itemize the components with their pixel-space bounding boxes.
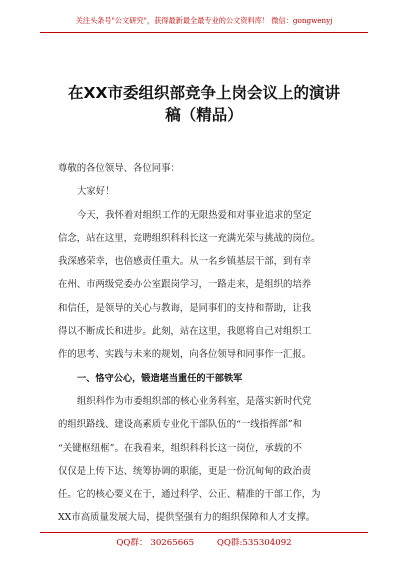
paragraph-line: 的组织路线、建设高素质专业化干部队伍的“一线指挥部”和	[58, 419, 302, 431]
paragraph-line: 今天，我怀着对组织工作的无限热爱和对事业追求的坚定	[77, 209, 312, 221]
paragraph-line: 作的思考、实践与未来的规划，向各位领导和同事作一汇报。	[58, 349, 312, 361]
section-heading: 一、恪守公心，锻造堪当重任的干部铁军	[77, 372, 243, 384]
paragraph-line: 得以不断成长和进步。此刻，站在这里，我愿将自己对组织工	[58, 326, 312, 338]
title-line-2: 稿（精品）	[165, 106, 243, 124]
paragraph-line: 信念，站在这里，竞聘组织科科长这一充满光荣与挑战的岗位。	[58, 232, 321, 244]
paragraph-line: 在州、市两级党委办公室跟岗学习，一路走来，是组织的培养	[58, 279, 312, 291]
header-banner: 关注头条号"公文研究"，获得最新最全最专业的公文资料库！ 微信：gongwenyj	[75, 16, 333, 25]
title-line-1: 在XX市委组织部竞争上岗会议上的演讲	[68, 84, 340, 102]
paragraph-line: XX市高质量发展大局，提供坚强有力的组织保障和人才支撑。	[58, 512, 316, 524]
footer	[0, 536, 408, 548]
paragraph-line: 任。它的核心要义在于，通过科学、公正、精准的干部工作，为	[58, 489, 321, 501]
greeting: 大家好！	[77, 186, 115, 198]
footer-qq-group-1: QQ群： 30265665	[116, 538, 195, 548]
paragraph-line: 仅仅是上传下达、统筹协调的职能，更是一份沉甸甸的政治责	[58, 465, 312, 477]
paragraph-line: 组织科作为市委组织部的核心业务科室，是落实新时代党	[77, 395, 312, 407]
paragraph-line: 和信任，是领导的关心与教诲，是同事们的支持和帮助，让我	[58, 302, 312, 314]
footer-qq-group-2: QQ群:535304092	[216, 538, 292, 548]
salutation: 尊敬的各位领导、各位同事：	[58, 163, 180, 174]
document-title	[40, 82, 368, 126]
footer-divider	[40, 532, 368, 533]
paragraph-line: “关键枢纽框”。在我看来，组织科科长这一岗位，承载的不	[58, 442, 302, 454]
document-body	[58, 157, 358, 530]
paragraph-line: 我深感荣幸，也倍感责任重大。从一名乡镇基层干部，到有幸	[58, 256, 312, 268]
header-divider	[40, 32, 368, 33]
